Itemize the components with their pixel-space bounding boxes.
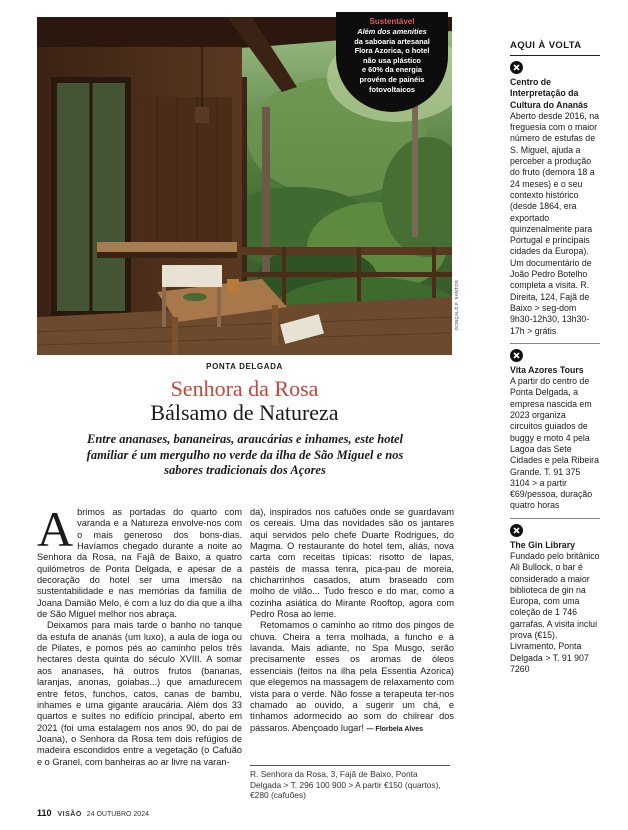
callout-title: Sustentável bbox=[369, 17, 415, 26]
sidebar-divider bbox=[510, 343, 600, 344]
callout-line: da saboaria artesanal bbox=[354, 36, 430, 46]
paragraph bbox=[250, 620, 454, 734]
nearby-sidebar bbox=[510, 40, 600, 681]
close-circle-icon bbox=[510, 524, 523, 537]
paragraph-text: brimos as portadas do quarto com varanda e a Natureza envolve-nos com o mais generoso dos bons-dias. Havíamos chegado durante a noite ao Senhora da Rosa, na Fajã de Baixo, a quatro quilómetros de Ponta Delgada, e apesar de a decoração do hotel ser uma imersão na sustentabilidade e nas memórias da família de Joana Damião Melo, é com a luz do dia que a ilha de São Miguel melhor nos abraça. bbox=[37, 507, 242, 620]
drop-cap: A bbox=[37, 501, 74, 557]
sidebar-item-desc: Fundado pelo britânico Ali Bullock, o bar é considerado a maior biblioteca de gin na Europa, com uma coleção de 1 746 garrafas. A visita inclui prova (€15). Livramento, Ponta Delgada > T. 91 907 7260 bbox=[510, 550, 600, 674]
article-column-2 bbox=[250, 507, 454, 735]
article-column-1 bbox=[37, 501, 242, 768]
issue-date: 24 OUTUBRO 2024 bbox=[86, 811, 149, 818]
sidebar-item-desc: A partir do centro de Ponta Delgada, a empresa nascida em 2023 organiza circuitos guiados de buggy e moto 4 pela Lagoa das Sete Cidades e pela Ribeira Grande. T. 91 375 3104 > a partir €69/pessoa, duração quatro horas bbox=[510, 376, 599, 511]
callout-line: Além dos amenities bbox=[357, 27, 427, 36]
paragraph-text: Retomamos o caminho ao ritmo dos pingos de chuva. Cheira a terra molhada, a funcho e a lavanda. Mais adiante, no Spa Musgo, serão precisamente esses os aromas de óleos essenciais (feitos na ilha pela Essentia Azorica) que elegemos na massagem de relaxamento com vista para o verde. Não fosse a terapeuta ter-nos chamado ao ouvido, a sugerir um chá, e tínhamos adormecido ao som do chilrear dos pássaros. Abençoado lugar! bbox=[250, 620, 454, 733]
sidebar-item bbox=[510, 61, 600, 337]
callout-line: e 60% da energia bbox=[362, 65, 422, 75]
article-title: Senhora da Rosa bbox=[170, 376, 319, 401]
sidebar-item bbox=[510, 349, 600, 512]
magazine-name: VISÃO bbox=[57, 811, 82, 818]
paragraph: da), inspirados nos cafuões onde se guardavam os cereais. Uma das novidades são os jantares aqui servidos pelo chefe Duarte Rodrigues, do Magma. O restaurante do hotel tem, aliás, nova carta com receitas típicas: risotto de lapas, pastéis de massa tenra, pica-pau de moreia, chicharrinhos casados, atum braseado com molho de vilão... Tudo fresco e do mar, como a cozinha asiática do Mirante Rooftop, agora com Pedro Rosa ao leme. bbox=[250, 507, 454, 620]
photo-credit: GONÇALO F. SANTOS bbox=[454, 280, 459, 331]
section-tag: PONTA DELGADA bbox=[206, 362, 283, 371]
callout-line: não usa plástico bbox=[363, 55, 421, 65]
sidebar-heading: AQUI À VOLTA bbox=[510, 40, 600, 56]
page-number: 110 bbox=[37, 808, 52, 818]
close-circle-icon bbox=[510, 349, 523, 362]
page-footer bbox=[37, 808, 149, 818]
callout-line: provém de painéis bbox=[359, 74, 425, 84]
sidebar-item bbox=[510, 524, 600, 676]
sidebar-item-name: The Gin Library bbox=[510, 539, 576, 550]
hotel-info: R. Senhora da Rosa, 3, Fajã de Baixo, Ponta Delgada > T. 296 100 900 > A partir €150 (quartos), €280 (cafuões) bbox=[250, 765, 450, 801]
article-subtitle: Bálsamo de Natureza bbox=[150, 400, 339, 425]
sidebar-item-name: Vita Azores Tours bbox=[510, 364, 584, 375]
paragraph bbox=[37, 501, 242, 620]
author-byline: — Florbela Alves bbox=[366, 725, 424, 733]
callout-line: fotovoltaicos bbox=[369, 84, 415, 94]
close-circle-icon bbox=[510, 61, 523, 74]
paragraph: Deixamos para mais tarde o banho no tanque da estufa de ananás (um luxo), a aula de ioga ou de Pilates, e pomos pés ao caminho pelos três hectares desta quinta do século XVIII. A somar aos ananases, há outros frutos (bananas, laranjas, anonas, goiabas...) que amadurecem entre fetos, funchos, catos, canas de bambu, inhames e uma gigante araucária. Além dos 33 quartos e suítes no edifício principal, aberto em 2021 (foi uma estalagem nos anos 90, do pai de Joana), o Senhora da Rosa tem dois refúgios de madeira escondidos entre a vegetação (o Cafuão e o Granel, com banheiras ao ar livre na varan- bbox=[37, 620, 242, 767]
callout-body bbox=[336, 27, 448, 94]
callout-line: Flora Azorica, o hotel bbox=[354, 46, 430, 56]
article-lead: Entre ananases, bananeiras, araucárias e inhames, este hotel familiar é um mergulho no verde da ilha de São Miguel e nos sabores tradicionais dos Açores bbox=[86, 432, 404, 477]
sidebar-divider bbox=[510, 518, 600, 519]
sidebar-item-desc: Aberto desde 2016, na freguesia com o maior número de estufas de S. Miguel, ajuda a perceber a produção do fruto (demora 18 a 24 meses) e o seu contexto histórico (desde 1864, era exportado quinzenalmente para Portugal e principais cidades da Europa). Um documentário de João Pedro Botelho completa a visita. R. Direita, 124, Fajã de Baixo > seg-dom 9h30-12h30, 13h30-17h > grátis bbox=[510, 110, 600, 336]
sustainability-callout bbox=[336, 12, 448, 112]
sidebar-item-name: Centro de Interpretação da Cultura do Ananás bbox=[510, 77, 588, 110]
